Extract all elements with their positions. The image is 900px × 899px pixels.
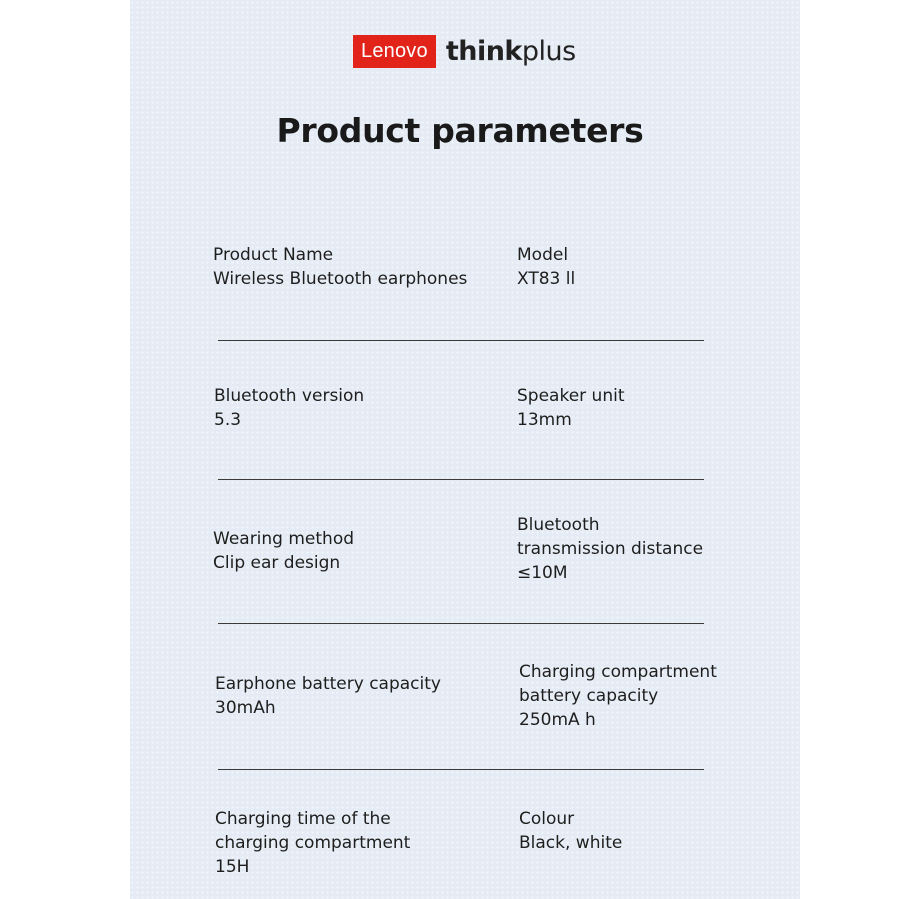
param-earphone-battery xyxy=(215,672,441,720)
param-compartment-battery xyxy=(519,660,717,732)
row-divider xyxy=(218,340,704,341)
param-label: Product Name xyxy=(213,245,334,265)
param-value: 5.3 xyxy=(214,410,242,430)
param-label: charging compartment xyxy=(215,833,411,853)
param-label: Wearing method xyxy=(213,529,355,549)
param-value: ≤10M xyxy=(517,563,568,583)
param-label: Speaker unit xyxy=(517,386,625,406)
brand-logo xyxy=(353,35,576,68)
param-label: Model xyxy=(517,245,569,265)
param-label: Colour xyxy=(519,809,575,829)
param-value: 13mm xyxy=(517,410,572,430)
param-label: transmission distance xyxy=(517,539,704,559)
param-wearing-method xyxy=(213,527,354,575)
param-charging-time xyxy=(215,807,410,879)
param-label: Bluetooth xyxy=(517,515,600,535)
param-label: battery capacity xyxy=(519,686,659,706)
row-divider xyxy=(218,623,704,624)
param-value: 250mA h xyxy=(519,710,596,730)
param-bluetooth-version xyxy=(214,384,364,432)
param-product-name xyxy=(213,243,467,291)
param-value: Black, white xyxy=(519,833,623,853)
page-title: Product parameters xyxy=(276,111,644,150)
param-value: Clip ear design xyxy=(213,553,341,573)
param-value: 30mAh xyxy=(215,698,276,718)
param-value: 15H xyxy=(215,857,250,877)
param-label: Bluetooth version xyxy=(214,386,365,406)
param-model xyxy=(517,243,575,291)
param-label: Earphone battery capacity xyxy=(215,674,441,694)
thinkplus-think: think xyxy=(445,36,522,67)
param-value: XT83 ll xyxy=(517,269,576,289)
param-label: Charging compartment xyxy=(519,662,717,682)
param-speaker-unit xyxy=(517,384,625,432)
param-value: Wireless Bluetooth earphones xyxy=(213,269,468,289)
thinkplus-plus: plus xyxy=(521,36,576,67)
param-colour xyxy=(519,807,622,855)
param-label: Charging time of the xyxy=(215,809,391,829)
lenovo-logo: Lenovo xyxy=(353,35,436,68)
thinkplus-logo xyxy=(446,36,576,67)
row-divider xyxy=(218,479,704,480)
row-divider xyxy=(218,769,704,770)
param-transmission-distance xyxy=(517,513,703,585)
